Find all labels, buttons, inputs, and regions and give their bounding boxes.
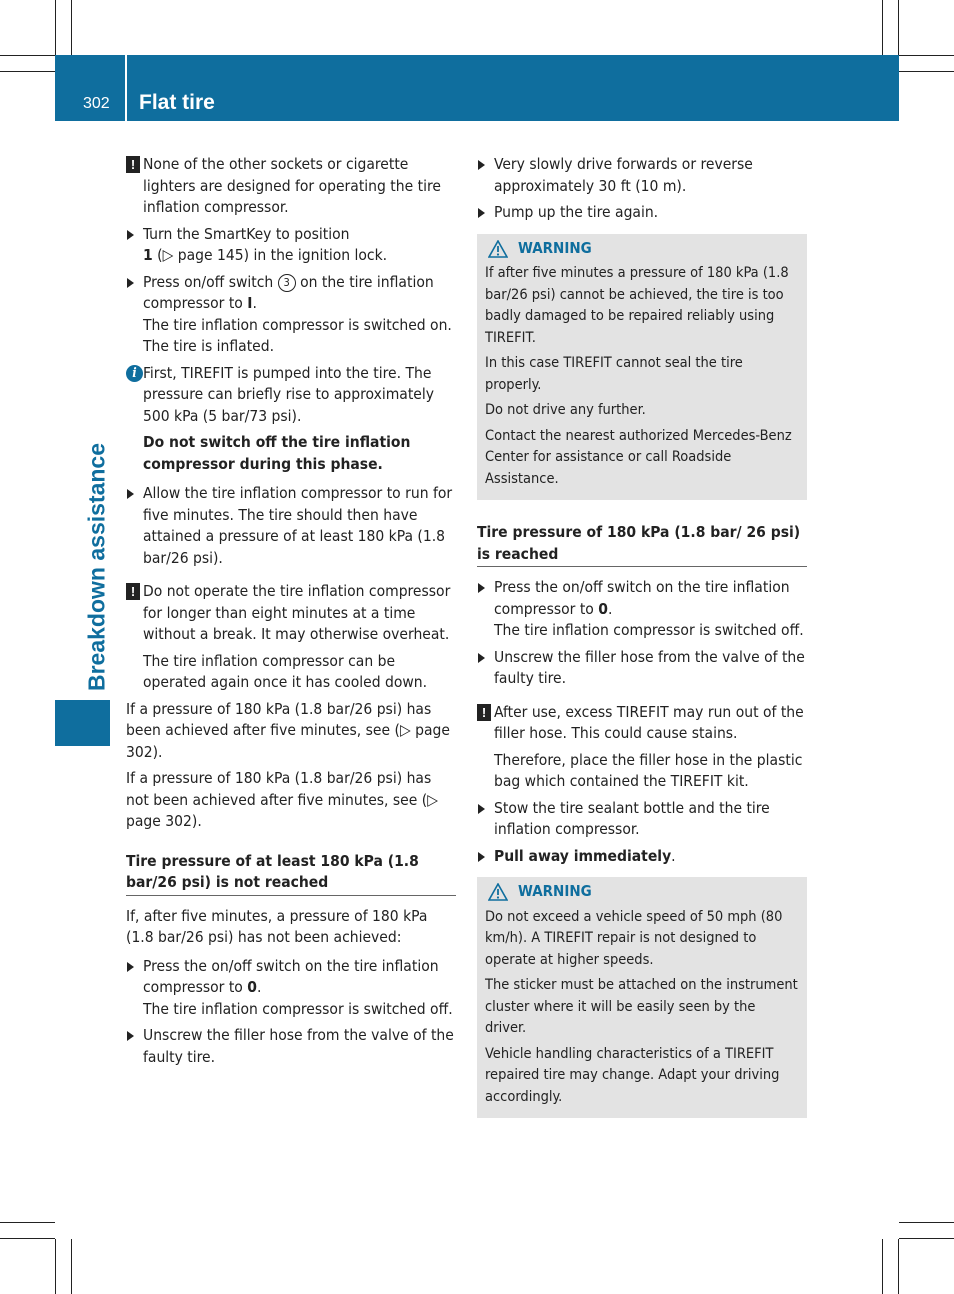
step-text: . — [671, 846, 676, 865]
bullet-triangle-icon — [478, 208, 485, 218]
crop-mark — [71, 0, 72, 55]
note-text: The tire inflation compressor can be operated again once it has cooled down. — [143, 651, 428, 691]
step-result: The tire inflation compressor is switched off. — [143, 999, 453, 1018]
step-result: The tire inflation compressor is switched off. — [494, 621, 804, 639]
note-text: First, TIREFIT is pumped into the tire. The pressure can briefly rise to approximately 500 kPa (5 bar/73 psi). — [143, 363, 435, 425]
note-text: Therefore, place the filler hose in the plastic bag which contained the TIREFIT kit. — [494, 750, 803, 790]
caution-note — [126, 154, 456, 219]
step-text: Press the on/off switch on the tire inflation compressor to — [494, 578, 790, 618]
bullet-triangle-icon — [478, 804, 485, 814]
step-text: on the tire inflation compressor to — [143, 272, 434, 312]
step-bold: 1 — [143, 246, 153, 264]
warning-text: Do not exceed a vehicle speed of 50 mph (80 km/h). A TIREFIT repair is not designed to operate at higher speeds. — [485, 908, 783, 968]
step-text: Turn the SmartKey to position — [143, 224, 350, 243]
instruction-step — [477, 577, 807, 642]
caution-note — [126, 581, 456, 694]
page-number: 302 — [83, 95, 110, 112]
warning-text: Contact the nearest authorized Mercedes-Benz Center for assistance or call Roadside Assistance. — [485, 427, 792, 487]
instruction-step — [477, 798, 807, 841]
crop-mark — [0, 55, 55, 56]
note-text: None of the other sockets or cigarette lighters are designed for operating the tire inflation compressor. — [143, 155, 441, 216]
section-heading: Tire pressure of 180 kPa (1.8 bar/ 26 psi) is reached — [477, 522, 807, 567]
section-side-label: Breakdown assistance — [83, 442, 110, 692]
page-title: Flat tire — [139, 91, 215, 114]
warning-text: The sticker must be attached on the instrument cluster where it will be easily seen by the driver. — [485, 977, 798, 1036]
section-tab-marker — [55, 700, 110, 746]
warning-box — [477, 877, 807, 1118]
step-bold: Pull away immediately — [494, 846, 672, 865]
step-bold: 0 — [598, 599, 608, 618]
bullet-triangle-icon — [127, 489, 134, 499]
crop-mark — [898, 1239, 899, 1294]
warning-title — [485, 238, 799, 260]
instruction-step — [126, 224, 456, 267]
step-text: Press the on/off switch on the tire inflation compressor to — [143, 956, 439, 996]
step-text: Unscrew the filler hose from the valve of the faulty tire. — [494, 647, 805, 687]
crop-mark — [899, 1238, 954, 1239]
instruction-step — [477, 647, 807, 690]
warning-title-text: WARNING — [518, 238, 592, 257]
instruction-step — [477, 154, 807, 197]
warning-text: Do not drive any further. — [485, 402, 646, 418]
crop-mark — [899, 1222, 954, 1223]
step-text: . — [252, 294, 257, 312]
note-text: Do not operate the tire inflation compressor for longer than eight minutes at a time without a break. It may otherwise overheat. — [143, 582, 451, 643]
bullet-triangle-icon — [478, 160, 485, 170]
step-bold: 0 — [247, 978, 257, 996]
paragraph: If a pressure of 180 kPa (1.8 bar/26 psi) has not been achieved after five minutes, see (▷ page 302). — [126, 769, 438, 830]
warning-triangle-icon — [488, 883, 508, 901]
warning-text: Vehicle handling characteristics of a TIREFIT repaired tire may change. Adapt your driving accordingly. — [485, 1045, 780, 1105]
crop-mark — [0, 71, 55, 72]
step-text: Pump up the tire again. — [494, 203, 659, 221]
paragraph: If a pressure of 180 kPa (1.8 bar/26 psi) has been achieved after five minutes, see (▷ page 302). — [126, 699, 450, 761]
warning-title-text: WARNING — [518, 882, 592, 900]
warning-title — [485, 881, 799, 903]
crop-mark — [0, 1222, 55, 1223]
bullet-triangle-icon — [478, 852, 485, 862]
warning-text: If after five minutes a pressure of 180 kPa (1.8 bar/26 psi) cannot be achieved, the tire is too badly damaged to be repaired reliably using TIREFIT. — [485, 265, 789, 346]
bullet-triangle-icon — [127, 278, 134, 288]
note-bold-text: Do not switch off the tire inflation compressor during this phase. — [143, 433, 411, 473]
crop-mark — [899, 71, 954, 72]
instruction-step — [126, 483, 456, 569]
crop-mark — [55, 1239, 56, 1294]
instruction-step — [477, 202, 807, 224]
bullet-triangle-icon — [478, 583, 485, 593]
step-text: Stow the tire sealant bottle and the tire inflation compressor. — [494, 798, 770, 838]
info-note — [126, 363, 456, 476]
crop-mark — [882, 0, 883, 55]
bullet-triangle-icon — [127, 962, 134, 972]
page-header — [55, 55, 899, 121]
warning-triangle-icon — [488, 240, 508, 258]
step-text: Very slowly drive forwards or reverse approximately 30 ft (10 m). — [494, 155, 753, 195]
exclamation-icon: ! — [126, 156, 140, 173]
exclamation-icon: ! — [477, 704, 491, 721]
step-bold: I — [247, 294, 253, 312]
note-text: After use, excess TIREFIT may run out of the filler hose. This could cause stains. — [494, 702, 804, 742]
crop-mark — [882, 1239, 883, 1294]
crop-mark — [0, 1238, 55, 1239]
paragraph: If, after five minutes, a pressure of 180 kPa (1.8 bar/26 psi) has not been achieved: — [126, 906, 428, 946]
crop-mark — [898, 0, 899, 55]
circled-number: 3 — [278, 274, 296, 292]
crop-mark — [71, 1239, 72, 1294]
caution-note — [477, 702, 807, 793]
warning-box — [477, 234, 807, 501]
right-column — [477, 154, 807, 1136]
info-icon: i — [126, 365, 143, 382]
step-text: Allow the tire inflation compressor to run for five minutes. The tire should then have attained a pressure of at least 180 kPa (1.8 bar/26 psi). — [143, 484, 453, 567]
instruction-step — [126, 272, 456, 358]
instruction-step — [477, 846, 807, 868]
crop-mark — [899, 55, 954, 56]
header-divider — [125, 55, 127, 121]
bullet-triangle-icon — [127, 1031, 134, 1041]
exclamation-icon: ! — [126, 583, 140, 600]
bullet-triangle-icon — [478, 653, 485, 663]
step-text: Unscrew the filler hose from the valve of the faulty tire. — [143, 1026, 454, 1066]
bullet-triangle-icon — [127, 230, 134, 240]
instruction-step — [126, 956, 456, 1021]
section-heading: Tire pressure of at least 180 kPa (1.8 bar/26 psi) is not reached — [126, 851, 456, 896]
crop-mark — [55, 0, 56, 55]
warning-text: In this case TIREFIT cannot seal the tire properly. — [485, 355, 743, 393]
step-text: . — [256, 978, 262, 996]
step-text: Press on/off switch — [143, 272, 278, 291]
left-column — [126, 154, 456, 1073]
step-text: (▷ page 145) in the ignition lock. — [152, 246, 388, 264]
instruction-step — [126, 1025, 456, 1068]
step-text: . — [607, 599, 613, 618]
step-result: The tire inflation compressor is switched on. The tire is inflated. — [143, 315, 452, 355]
